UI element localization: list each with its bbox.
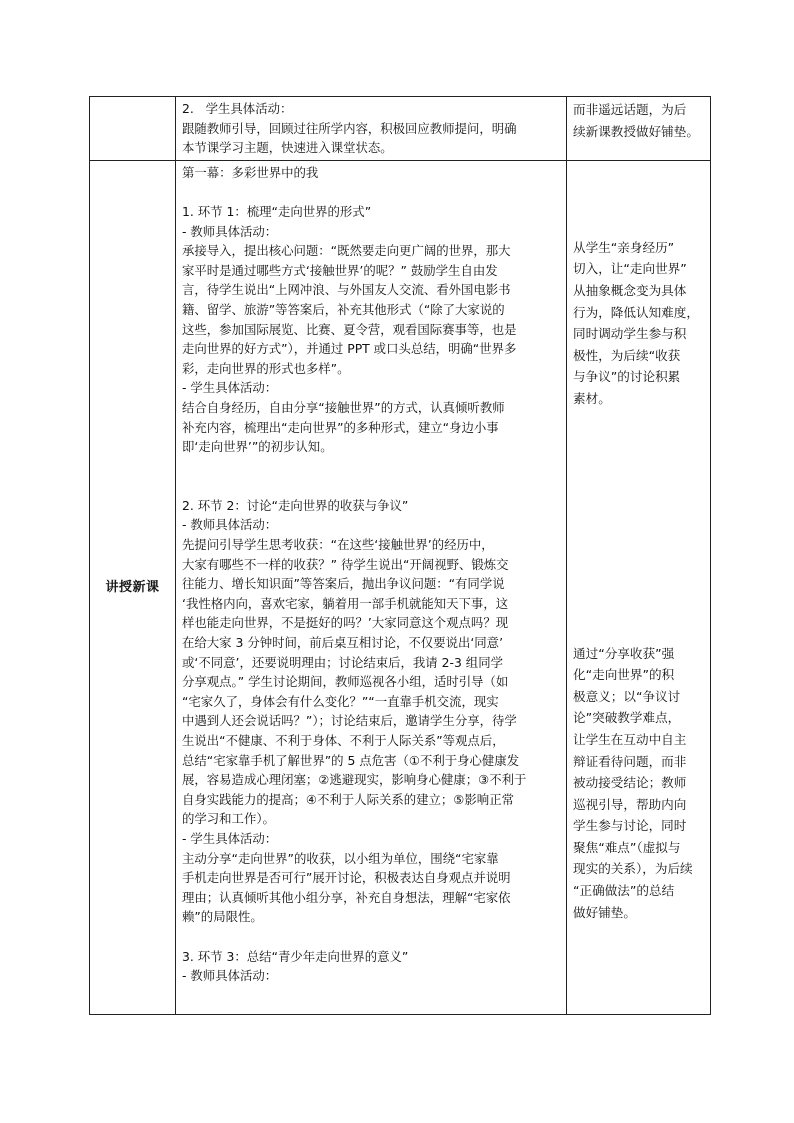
stage-label-cell <box>90 97 176 161</box>
text-line: 极意义；以“争议讨 <box>573 688 681 704</box>
text-line: 中遇到人还会说话吗？”）；讨论结束后，邀请学生分享，待学 <box>182 713 517 729</box>
text-line: 先提问引导学生思考收获：“在这些‘接触世界’的经历中， <box>182 537 494 553</box>
text-line: 行为，降低认知难度， <box>573 304 699 320</box>
text-line <box>182 182 560 202</box>
text-line: 巡视引导，帮助内向 <box>573 796 687 812</box>
text-line: 分享观点。” 学生讨论期间，教师巡视各小组，适时引导（如 <box>182 674 509 690</box>
text-line: 让学生在互动中自主 <box>573 731 687 747</box>
text-line: “宅家久了，身体会有什么变化？”“一直靠手机交流，现实 <box>182 693 499 709</box>
text-line: 现实的关系），为后续 <box>573 861 693 877</box>
text-line: 化“走向世界”的积 <box>573 667 675 683</box>
stage-label: 讲授新课 <box>105 579 160 595</box>
text-line: 2. 环节 2：讨论“走向世界的收获与争议” <box>182 497 409 513</box>
text-line: 样也能走向世界，不是挺好的吗？’大家同意这个观点吗？现 <box>182 615 509 631</box>
activity-text <box>182 99 560 158</box>
stage-label-cell <box>90 160 176 1014</box>
text-line: “正确做法”的总结 <box>573 883 675 899</box>
text-line <box>182 476 560 496</box>
text-line: 被动接受结论；教师 <box>573 775 687 791</box>
text-line: 与争议”的讨论积累 <box>573 369 681 385</box>
text-line: 从学生“亲身经历” <box>573 239 675 255</box>
text-line: 即‘走向世界’”的初步认知。 <box>182 439 333 455</box>
text-line: 聚焦“难点”（虚拟与 <box>573 839 681 855</box>
text-line: 极性，为后续“收获 <box>573 347 681 363</box>
text-line: 素材。 <box>573 390 611 406</box>
text-line: 这些，参加国际展览、比赛、夏令营，观看国际赛事等，也是 <box>182 321 517 337</box>
text-line: 从抽象概念变为具体 <box>573 282 687 298</box>
text-line <box>182 457 560 477</box>
text-line: 往能力、增长知识面”等答案后，抛出争议问题：“有同学说 <box>182 576 505 592</box>
text-line: 1. 环节 1：梳理“走向世界的形式” <box>182 203 372 219</box>
activity-text <box>182 163 560 986</box>
text-line: 辩证看待问题，而非 <box>573 753 687 769</box>
text-line: - 学生具体活动： <box>182 830 278 846</box>
text-line: 跟随教师引导，回顾过往所学内容，积极回应教师提问，明确 <box>182 120 517 136</box>
text-line: 家平时是通过哪些方式‘接触世界’的呢？” 鼓励学生自由发 <box>182 262 498 278</box>
text-line: 理由；认真倾听其他小组分享，补充自身想法，理解“宅家依 <box>182 889 511 905</box>
design-intent-cell <box>567 160 711 1014</box>
text-line: 在给大家 3 分钟时间，前后桌互相讨论，不仅要说出‘同意’ <box>182 635 504 651</box>
text-line: 结合自身经历，自由分享“接触世界”的方式，认真倾听教师 <box>182 399 505 415</box>
text-line: 承接导入，提出核心问题：“既然要走向更广阔的世界，那大 <box>182 243 511 259</box>
text-line: 学生参与讨论，同时 <box>573 818 687 834</box>
text-line: 而非遥远话题，为后 <box>573 102 687 117</box>
table-row <box>90 97 711 161</box>
text-line: 自身实践能力的提高；④不利于人际关系的建立；⑤影响正常 <box>182 791 514 807</box>
text-line: 第一幕：多彩世界中的我 <box>182 164 319 180</box>
text-line: - 教师具体活动： <box>182 223 278 239</box>
text-line: 彩，走向世界的形式也多样”。 <box>182 360 350 376</box>
text-line: 续新课教授做好铺垫。 <box>573 123 699 139</box>
text-line: 切入，让“走向世界” <box>573 261 687 277</box>
table-row <box>90 160 711 1014</box>
design-intent-text <box>573 99 706 142</box>
activity-cell <box>176 97 567 161</box>
text-line: 通过“分享收获”强 <box>573 645 675 661</box>
text-line: ‘我性格内向，喜欢宅家，躺着用一部手机就能知天下事，这 <box>182 595 509 611</box>
design-intent-cell <box>567 97 711 161</box>
text-line: 的学习和工作）。 <box>182 811 275 827</box>
design-intent-text <box>573 643 706 924</box>
text-line: 做好铺垫。 <box>573 904 636 920</box>
text-line: 或‘不同意’，还要说明理由；讨论结束后，我请 2-3 组同学 <box>182 654 503 670</box>
design-intent-text <box>573 237 706 410</box>
text-line: 走向世界的好方式”），并通过 PPT 或口头总结，明确“世界多 <box>182 341 517 357</box>
text-line: 言，待学生说出“上网冲浪、与外国友人交流、看外国电影书 <box>182 282 511 298</box>
text-line: 展，容易造成心理闭塞；②逃避现实，影响身心健康；③不利于 <box>182 772 527 788</box>
text-line: - 学生具体活动： <box>182 380 278 396</box>
text-line: 主动分享“走向世界”的收获，以小组为单位，围绕“宅家靠 <box>182 850 499 866</box>
text-line: 本节课学习主题，快速进入课堂状态。 <box>182 140 393 156</box>
text-line: 籍、留学、旅游”等答案后，补充其他形式（“除了大家说的 <box>182 301 505 317</box>
text-line: 大家有哪些不一样的收获？” 待学生说出“开阔视野、锻炼交 <box>182 556 509 572</box>
text-line: 同时调动学生参与积 <box>573 326 687 342</box>
text-line: - 教师具体活动： <box>182 968 278 984</box>
text-line: 赖”的局限性。 <box>182 909 263 925</box>
text-line: - 教师具体活动： <box>182 517 278 533</box>
text-line: 生说出“不健康、不利于身体、不利于人际关系”等观点后， <box>182 733 505 748</box>
text-line: 补充内容，梳理出“走向世界”的多种形式，建立“身边小事 <box>182 419 499 435</box>
text-line <box>182 927 560 947</box>
text-line: 手机走向世界是否可行”展开讨论，积极表达自身观点并说明 <box>182 870 511 886</box>
text-line: 3. 环节 3：总结“青少年走向世界的意义” <box>182 948 409 964</box>
activity-cell <box>176 160 567 1014</box>
text-line: 总结“宅家靠手机了解世界”的 5 点危害（①不利于身心健康发 <box>182 752 520 768</box>
text-line: 论”突破教学难点， <box>573 710 681 726</box>
text-line: 2. 学生具体活动： <box>182 101 293 116</box>
lesson-plan-table <box>89 96 711 1015</box>
